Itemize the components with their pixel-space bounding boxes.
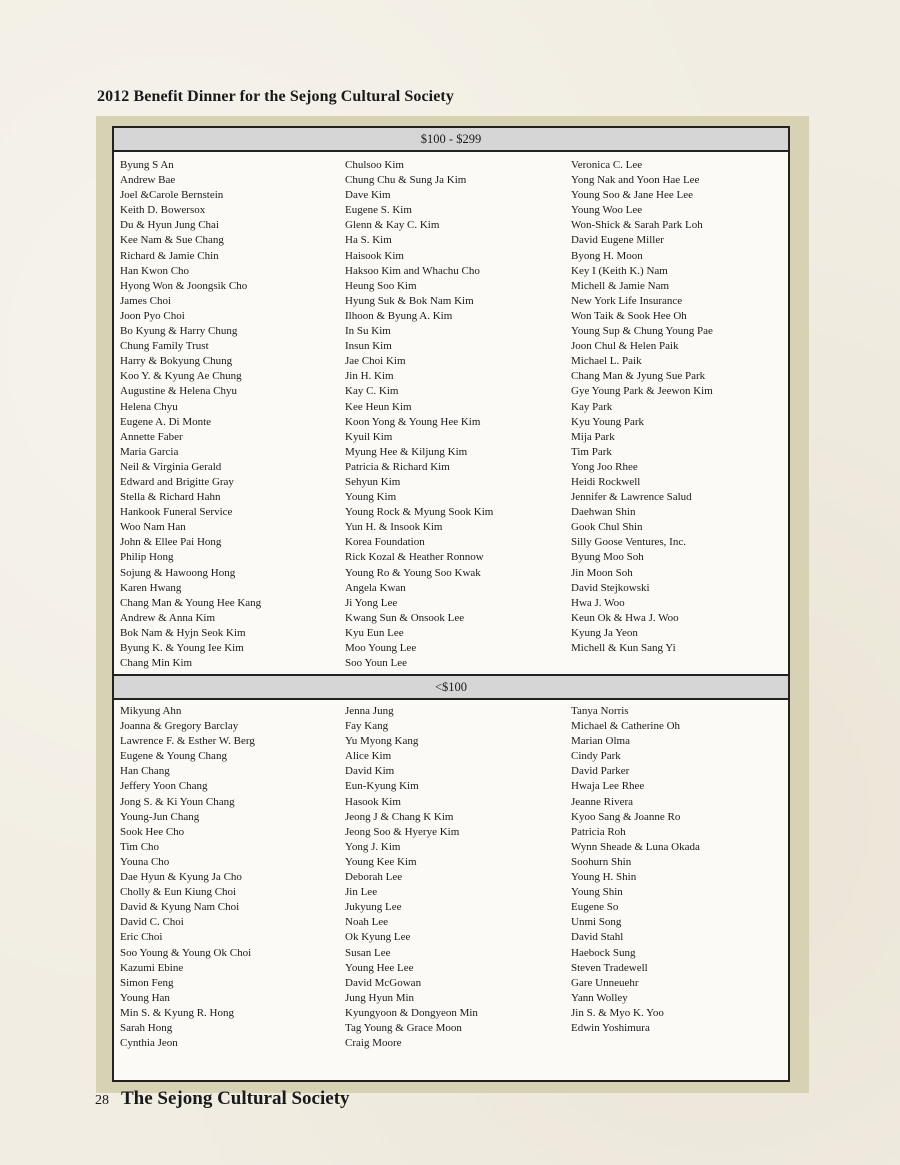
donor-name: Soo Youn Lee: [345, 657, 408, 670]
donor-name: Richard & Jamie Chin: [120, 249, 219, 262]
donor-name: Byung K. & Young Iee Kim: [120, 642, 244, 654]
donor-name: Ha S. Kim: [345, 234, 392, 247]
donor-name: Joon Chul & Helen Paik: [571, 340, 679, 353]
donor-name: Andrew Bae: [120, 174, 176, 187]
donor-name: Tim Park: [571, 445, 612, 458]
donor-name: Young Kim: [345, 491, 397, 504]
donor-name: Jae Choi Kim: [345, 355, 406, 368]
donor-name: Koo Y. & Kyung Ae Chung: [120, 370, 242, 383]
donor-name: Hyong Won & Joongsik Cho: [120, 279, 248, 292]
donor-name: Neil & Virginia Gerald: [120, 460, 222, 473]
donor-name: Silly Goose Ventures, Inc.: [571, 536, 686, 549]
donor-name: Annette Faber: [120, 430, 183, 443]
donor-name: Gye Young Park & Jeewon Kim: [571, 385, 713, 398]
donor-name: Eugene & Young Chang: [120, 750, 227, 763]
donor-name: Dae Hyun & Kyung Ja Cho: [120, 871, 242, 884]
donor-name: Eugene A. Di Monte: [120, 415, 212, 428]
donor-name: Soo Young & Young Ok Choi: [120, 946, 252, 959]
donor-name: Cindy Park: [571, 750, 621, 763]
donor-name: Koon Yong & Young Hee Kim: [345, 415, 481, 428]
donor-name: Byong H. Moon: [571, 249, 643, 262]
donor-name: Heung Soo Kim: [345, 279, 417, 292]
donor-name: Young Ro & Young Soo Kwak: [345, 566, 481, 579]
donor-name: Chang Man & Young Hee Kang: [120, 596, 262, 609]
donor-name: Hwa J. Woo: [571, 596, 625, 609]
donor-name: Young Shin: [571, 886, 623, 899]
donor-name: Jin H. Kim: [345, 370, 394, 383]
donor-name: Haebock Sung: [571, 946, 636, 959]
donor-name: Kyung Ja Yeon: [571, 626, 638, 639]
donor-name: Young Sup & Chung Young Pae: [571, 325, 713, 338]
donor-name: Byung S An: [120, 159, 174, 171]
donor-name: David Parker: [571, 765, 630, 778]
donor-name: David Kim: [345, 765, 395, 778]
section-heading: <$100: [114, 674, 788, 700]
donor-name: Ok Kyung Lee: [345, 931, 411, 944]
donor-name: Byung Moo Soh: [571, 551, 644, 564]
donor-name: Jeong Soo & Hyerye Kim: [345, 825, 460, 838]
donor-name: Eugene S. Kim: [345, 204, 412, 217]
donor-name: Lawrence F. & Esther W. Berg: [120, 735, 255, 748]
donor-name: Chulsoo Kim: [345, 159, 404, 171]
donor-name: Korea Foundation: [345, 536, 425, 549]
donor-name: Gare Unneuehr: [571, 976, 639, 989]
donor-name: Kay C. Kim: [345, 385, 399, 398]
donor-name: Simon Feng: [120, 976, 174, 989]
donor-name: Kazumi Ebine: [120, 961, 184, 974]
donor-name: Jukyung Lee: [345, 901, 402, 914]
donor-name: James Choi: [120, 294, 172, 307]
donor-name: Jeong J & Chang K Kim: [345, 810, 454, 823]
donor-name: Young Rock & Myung Sook Kim: [345, 506, 494, 519]
donor-name: Bok Nam & Hyjn Seok Kim: [120, 626, 246, 639]
donor-name: Insun Kim: [345, 340, 392, 353]
footer-title: The Sejong Cultural Society: [121, 1088, 350, 1109]
donor-column: [571, 704, 700, 1036]
donor-name: Michael L. Paik: [571, 355, 642, 368]
donor-name: Moo Young Lee: [345, 642, 417, 654]
donor-name: Eric Choi: [120, 931, 163, 944]
donor-name: Michell & Kun Sang Yi: [571, 642, 676, 654]
donor-name: Rick Kozal & Heather Ronnow: [345, 551, 484, 564]
donor-column: [345, 158, 493, 671]
donor-name: Kyu Eun Lee: [345, 626, 404, 639]
donor-name: Harry & Bokyung Chung: [120, 355, 233, 368]
donor-name: Yann Wolley: [571, 991, 628, 1004]
donor-name: Young-Jun Chang: [120, 810, 200, 823]
donor-name: Unmi Song: [571, 916, 622, 929]
donor-name: Kyungyoon & Dongyeon Min: [345, 1006, 478, 1019]
donor-name: In Su Kim: [345, 325, 391, 338]
donor-name: Yu Myong Kang: [345, 735, 419, 748]
donor-name: Haisook Kim: [345, 249, 404, 262]
donor-name: David Stahl: [571, 931, 624, 944]
donor-name: Sook Hee Cho: [120, 825, 185, 838]
donor-column: [345, 704, 478, 1051]
donor-name: Won-Shick & Sarah Park Loh: [571, 219, 703, 232]
donor-list-panel: [112, 126, 790, 1082]
donor-name: Mikyung Ahn: [120, 705, 182, 717]
donor-name: Yong Nak and Yoon Hae Lee: [571, 174, 700, 187]
donor-name: David C. Choi: [120, 916, 184, 929]
donor-name: Jong S. & Ki Youn Chang: [120, 795, 235, 808]
donor-name: Myung Hee & Kiljung Kim: [345, 445, 468, 458]
donor-name: Han Chang: [120, 765, 170, 778]
donor-name: Young Han: [120, 991, 170, 1004]
donor-name: Young Hee Lee: [345, 961, 414, 974]
donor-name: Kwang Sun & Onsook Lee: [345, 611, 465, 624]
donor-name: Edwin Yoshimura: [571, 1021, 650, 1034]
donor-name: Jennifer & Lawrence Salud: [571, 491, 692, 504]
donor-name: Young H. Shin: [571, 871, 637, 884]
donor-name: Eun-Kyung Kim: [345, 780, 419, 793]
donor-name: Sehyun Kim: [345, 475, 401, 488]
donor-name: Du & Hyun Jung Chai: [120, 219, 219, 232]
donor-name: Daehwan Shin: [571, 506, 636, 519]
donor-name: David Eugene Miller: [571, 234, 664, 247]
donor-name: Fay Kang: [345, 720, 389, 733]
donor-name: Veronica C. Lee: [571, 159, 643, 171]
donor-name: Kyuil Kim: [345, 430, 393, 443]
donor-column: [120, 158, 261, 671]
donor-name: Tanya Norris: [571, 705, 629, 717]
section-heading: $100 - $299: [114, 128, 788, 152]
donor-name: Heidi Rockwell: [571, 475, 641, 488]
donor-name: Jenna Jung: [345, 705, 394, 717]
donor-name: John & Ellee Pai Hong: [120, 536, 222, 549]
page-header-title: 2012 Benefit Dinner for the Sejong Cultural Society: [97, 88, 454, 105]
donor-name: Young Soo & Jane Hee Lee: [571, 189, 694, 202]
donor-name: Andrew & Anna Kim: [120, 611, 216, 624]
donor-name: Patricia Roh: [571, 825, 626, 838]
donor-name: Joon Pyo Choi: [120, 309, 185, 322]
donor-name: Tag Young & Grace Moon: [345, 1021, 462, 1034]
donor-name: Eugene So: [571, 901, 619, 914]
donor-name: Marian Olma: [571, 735, 630, 748]
donor-name: Chang Man & Jyung Sue Park: [571, 370, 706, 383]
donor-name: David Stejkowski: [571, 581, 650, 594]
donor-name: Won Taik & Sook Hee Oh: [571, 309, 687, 322]
donor-name: Deborah Lee: [345, 871, 403, 884]
donor-name: Chung Chu & Sung Ja Kim: [345, 174, 467, 187]
donor-name: Yong Joo Rhee: [571, 460, 638, 473]
donor-name: Patricia & Richard Kim: [345, 460, 450, 473]
donor-name: Bo Kyung & Harry Chung: [120, 325, 238, 338]
donor-name: Jin Moon Soh: [571, 566, 633, 579]
donor-name: Joel &Carole Bernstein: [120, 189, 224, 202]
donor-name: New York Life Insurance: [571, 294, 683, 307]
donor-name: Tim Cho: [120, 840, 160, 853]
donor-name: Hasook Kim: [345, 795, 401, 808]
donor-name: Haksoo Kim and Whachu Cho: [345, 264, 480, 277]
donor-name: Susan Lee: [345, 946, 391, 959]
donor-name: Jin Lee: [345, 886, 378, 899]
donor-column: [120, 704, 255, 1051]
donor-name: Soohurn Shin: [571, 855, 632, 868]
donor-name: Yong J. Kim: [345, 840, 401, 853]
donor-name: Angela Kwan: [345, 581, 406, 594]
donor-name: Dave Kim: [345, 189, 391, 202]
donor-name: Noah Lee: [345, 916, 389, 929]
donor-name: David McGowan: [345, 976, 422, 989]
donor-name: Jeffery Yoon Chang: [120, 780, 208, 793]
donor-name: Helena Chyu: [120, 400, 178, 413]
donor-name: Sarah Hong: [120, 1021, 173, 1034]
donor-name: Philip Hong: [120, 551, 174, 564]
donor-name: Kee Heun Kim: [345, 400, 412, 413]
donor-name: Youna Cho: [120, 855, 170, 868]
donor-name: Chang Min Kim: [120, 657, 193, 670]
donor-name: Michael & Catherine Oh: [571, 720, 681, 733]
donor-name: Woo Nam Han: [120, 521, 186, 534]
donor-name: Michell & Jamie Nam: [571, 279, 670, 292]
page-footer: [95, 1088, 350, 1110]
donor-name: Key I (Keith K.) Nam: [571, 264, 668, 277]
donor-name: Glenn & Kay C. Kim: [345, 219, 440, 232]
donor-column: [571, 158, 713, 656]
page-number: 28: [95, 1093, 109, 1108]
donor-name: Gook Chul Shin: [571, 521, 643, 534]
donor-name: Keun Ok & Hwa J. Woo: [571, 611, 679, 624]
donor-name: Karen Hwang: [120, 581, 182, 594]
donor-name: Young Kee Kim: [345, 855, 417, 868]
donor-name: Jeanne Rivera: [571, 795, 633, 808]
donor-name: Kay Park: [571, 400, 613, 413]
donor-name: Augustine & Helena Chyu: [120, 385, 238, 398]
donor-name: Ji Yong Lee: [345, 596, 398, 609]
donor-name: Craig Moore: [345, 1037, 402, 1050]
donor-name: Hwaja Lee Rhee: [571, 780, 645, 793]
donor-name: Hankook Funeral Service: [120, 506, 233, 519]
donor-name: Wynn Sheade & Luna Okada: [571, 840, 700, 853]
donor-name: Chung Family Trust: [120, 340, 209, 353]
donor-name: Alice Kim: [345, 750, 392, 763]
donor-name: Edward and Brigitte Gray: [120, 475, 234, 488]
donor-name: Sojung & Hawoong Hong: [120, 566, 236, 579]
donor-name: Ilhoon & Byung A. Kim: [345, 309, 453, 322]
donor-name: Cynthia Jeon: [120, 1037, 178, 1050]
donor-name: Steven Tradewell: [571, 961, 648, 974]
donor-name: Jung Hyun Min: [345, 991, 415, 1004]
donor-name: Jin S. & Myo K. Yoo: [571, 1006, 664, 1019]
donor-name: Kyoo Sang & Joanne Ro: [571, 810, 681, 823]
donor-name: Young Woo Lee: [571, 204, 643, 217]
donor-name: Min S. & Kyung R. Hong: [120, 1006, 234, 1019]
donor-name: Cholly & Eun Kiung Choi: [120, 886, 237, 899]
donor-name: Kee Nam & Sue Chang: [120, 234, 224, 247]
donor-name: Hyung Suk & Bok Nam Kim: [345, 294, 474, 307]
donor-name: Mija Park: [571, 430, 615, 443]
donor-name: Han Kwon Cho: [120, 264, 190, 277]
donor-name: David & Kyung Nam Choi: [120, 901, 240, 914]
donor-name: Yun H. & Insook Kim: [345, 521, 443, 534]
donor-name: Maria Garcia: [120, 445, 179, 458]
donor-name: Joanna & Gregory Barclay: [120, 720, 239, 733]
donor-name: Stella & Richard Hahn: [120, 491, 221, 504]
donor-name: Kyu Young Park: [571, 415, 645, 428]
donor-name: Keith D. Bowersox: [120, 204, 206, 217]
